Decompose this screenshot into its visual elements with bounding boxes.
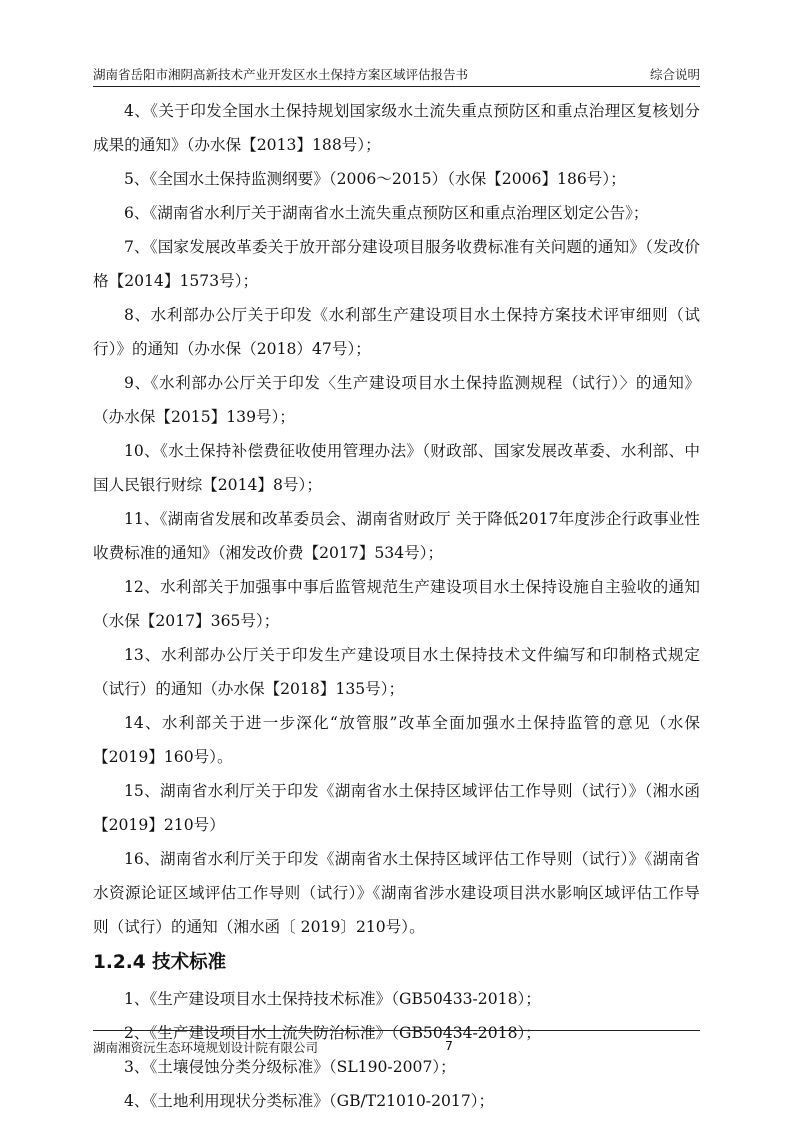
list-item: 4、《土地利用现状分类标准》（GB/T21010-2017）； bbox=[124, 1092, 495, 1110]
list-item: 7、《国家发展改革委关于放开部分建设项目服务收费标准有关问题的通知》（发改价格【2014】1573号）； bbox=[93, 238, 700, 290]
report-title: 湖南省岳阳市湘阴高新技术产业开发区水土保持方案区域评估报告书 bbox=[93, 67, 469, 82]
list-item: 9、《水利部办公厅关于印发〈生产建设项目水土保持监测规程（试行）〉的通知》（办水保【2015】139号）； bbox=[93, 374, 700, 426]
footer-organization: 湖南湘资沅生态环境规划设计院有限公司 bbox=[93, 1040, 319, 1055]
section-heading: 1.2.4 技术标准 bbox=[93, 952, 227, 973]
header-divider bbox=[93, 86, 700, 87]
list-item: 2、《生产建设项目水土流失防治标准》（GB50434-2018）； bbox=[124, 1024, 541, 1042]
document-body bbox=[93, 94, 700, 1118]
page-header bbox=[93, 62, 700, 84]
footer-divider bbox=[93, 1030, 700, 1031]
list-item: 1、《生产建设项目水土保持技术标准》（GB50433-2018）； bbox=[124, 990, 541, 1008]
list-item: 6、《湖南省水利厅关于湖南省水土流失重点预防区和重点治理区划定公告》； bbox=[124, 204, 649, 222]
list-item: 16、湖南省水利厅关于印发《湖南省水土保持区域评估工作导则（试行）》《湖南省水资源论证区域评估工作导则（试行）》《湖南省涉水建设项目洪水影响区域评估工作导则（试行）的通知（湘水函〔 2019〕210号）。 bbox=[93, 850, 700, 936]
page-number: 7 bbox=[445, 1038, 453, 1053]
list-item: 5、《全国水土保持监测纲要》（2006～2015）（水保【2006】186号）； bbox=[124, 170, 626, 188]
list-item: 3、《土壤侵蚀分类分级标准》（SL190-2007）； bbox=[124, 1058, 456, 1076]
page-footer bbox=[93, 1036, 700, 1056]
list-item: 10、《水土保持补偿费征收使用管理办法》（财政部、国家发展改革委、水利部、中国人民银行财综【2014】8号）； bbox=[93, 442, 700, 494]
section-title: 综合说明 bbox=[649, 67, 700, 82]
list-item: 4、《关于印发全国水土保持规划国家级水土流失重点预防区和重点治理区复核划分成果的通知》（办水保【2013】188号）； bbox=[93, 102, 700, 154]
list-item: 14、水利部关于进一步深化“放管服”改革全面加强水土保持监管的意见（水保【2019】160号）。 bbox=[93, 714, 700, 766]
list-item: 8、水利部办公厅关于印发《水利部生产建设项目水土保持方案技术评审细则（试行）》的通知（办水保（2018）47号）； bbox=[93, 306, 700, 358]
list-item: 13、水利部办公厅关于印发生产建设项目水土保持技术文件编写和印制格式规定（试行）的通知（办水保【2018】135号）； bbox=[93, 646, 700, 698]
list-item: 12、水利部关于加强事中事后监管规范生产建设项目水土保持设施自主验收的通知（水保【2017】365号）； bbox=[93, 578, 700, 630]
list-item: 11、《湖南省发展和改革委员会、湖南省财政厅 关于降低2017年度涉企行政事业性收费标准的通知》（湘发改价费【2017】534号）； bbox=[93, 510, 700, 562]
list-item: 15、湖南省水利厅关于印发《湖南省水土保持区域评估工作导则（试行）》（湘水函【2019】210号） bbox=[93, 782, 700, 834]
